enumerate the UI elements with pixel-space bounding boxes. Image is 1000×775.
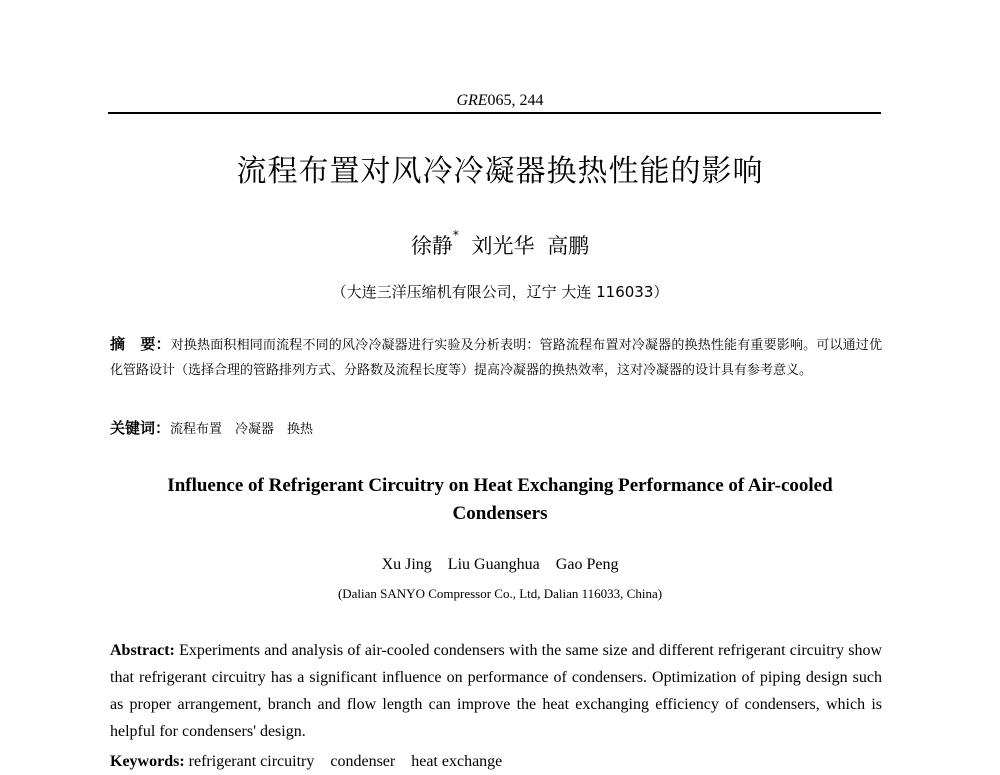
english-abstract-label: Abstract: (110, 642, 175, 659)
english-title: Influence of Refrigerant Circuitry on Heat Exchanging Performance of Air-cooled Condensers (167, 475, 833, 524)
en-author-2: Liu Guanghua (447, 556, 540, 573)
chinese-abstract-text: 对换热面积相同而流程不同的风冷冷凝器进行实验及分析表明：管路流程布置对冷凝器的换热性能有重要影响。可以通过优化管路设计（选择合理的管路排列方式、分路数及流程长度等）提高冷凝器的换热效率，这对冷凝器的设计具有参考意义。 (110, 338, 882, 378)
cn-author-1: 徐静 (410, 234, 453, 258)
english-abstract-text: Experiments and analysis of air-cooled condensers with the same size and different refrigerant circuitry show that refrigerant circuitry has a significant influence on performance of condensers. Optimization of piping design such as proper arrangement, branch and flow length can improve the heat exchanging efficiency of condensers, which is helpful for condensers' design. (110, 642, 883, 740)
en-author-1: Xu Jing (381, 556, 432, 573)
cn-author-3: 高鹏 (547, 234, 590, 258)
english-keywords (110, 748, 502, 775)
chinese-keywords (110, 417, 313, 438)
chinese-abstract-label: 摘 要： (110, 335, 171, 353)
english-abstract (110, 637, 882, 745)
paper-code (0, 92, 1000, 110)
cn-author-2: 刘光华 (471, 234, 535, 258)
paper-code-prefix: GRE (456, 92, 488, 109)
chinese-authors (0, 230, 1000, 260)
english-keywords-text: refrigerant circuitry condenser heat exchange (188, 753, 503, 770)
en-author-3: Gao Peng (555, 556, 619, 573)
corresponding-author-mark: * (452, 228, 459, 242)
english-authors (0, 556, 1000, 574)
chinese-keywords-text: 流程布置 冷凝器 换热 (170, 422, 314, 437)
english-affiliation: (Dalian SANYO Compressor Co., Ltd, Dalian 116033, China) (337, 586, 663, 601)
english-keywords-label: Keywords: (110, 753, 185, 770)
chinese-keywords-label: 关键词： (110, 419, 171, 437)
paper-code-number: 065, 244 (487, 92, 544, 109)
chinese-title: 流程布置对风冷冷凝器换热性能的影响 (236, 154, 764, 189)
header-rule (108, 112, 881, 114)
chinese-affiliation: （大连三洋压缩机有限公司，辽宁 大连 116033） (331, 283, 669, 301)
chinese-abstract (110, 332, 882, 383)
